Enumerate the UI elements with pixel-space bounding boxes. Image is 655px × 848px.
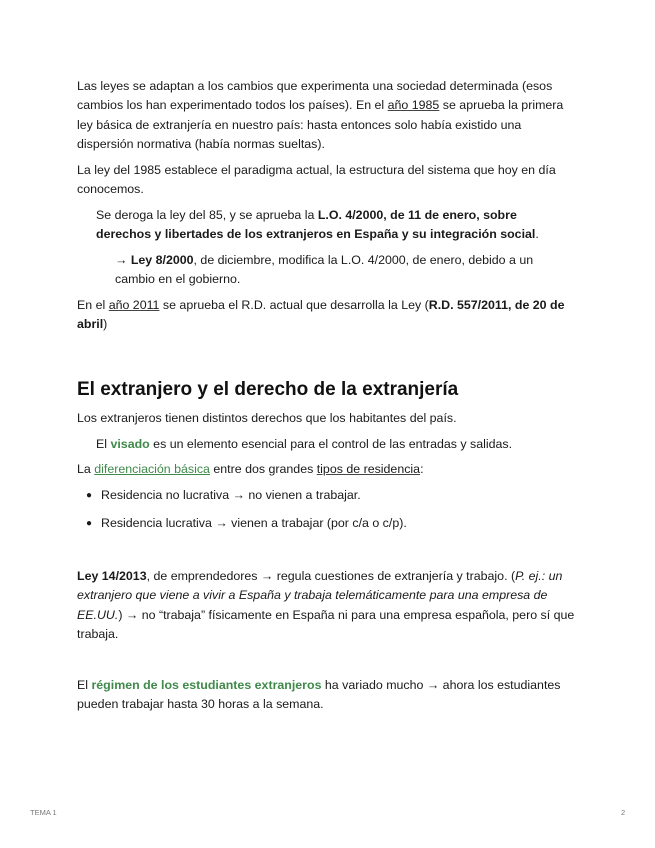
text: ha variado mucho → ahora los estudiantes pueden trabajar hasta 30 horas a la semana. — [77, 678, 561, 712]
section-heading: El extranjero y el derecho de la extranjería — [77, 379, 459, 400]
text: ) → no “trabaja” físicamente en España ni para una empresa española, pero sí que trabaja. — [77, 607, 575, 641]
law-title: R.D. 557/2011, de 20 de abril — [77, 298, 565, 332]
paragraph-estudiantes — [77, 676, 577, 715]
paragraph-intro — [77, 77, 577, 154]
diferenciacion-link: diferenciación básica — [94, 462, 210, 476]
paragraph-paradigm: La ley del 1985 establece el paradigma actual, la estructura del sistema que hoy en día conocemos. — [77, 163, 556, 197]
law-title: L.O. 4/2000, de 11 de enero, sobre derechos y libertades de los extranjeros en España y su integración social — [96, 208, 536, 242]
text: es un elemento esencial para el control de las entradas y salidas. — [149, 437, 513, 451]
text: El — [96, 437, 111, 451]
paragraph-rd-2011 — [77, 296, 577, 335]
bullet-icon: ● — [86, 490, 93, 501]
paragraph-lo-4-2000 — [96, 206, 566, 245]
estudiantes-term: régimen de los estudiantes extranjeros — [91, 678, 322, 692]
bullet-icon: ● — [86, 518, 93, 529]
paragraph-derechos: Los extranjeros tienen distintos derechos que los habitantes del país. — [77, 411, 457, 425]
paragraph-ley-8-2000 — [115, 251, 555, 290]
tipos-residencia-link: tipos de residencia — [316, 462, 421, 476]
text: El — [77, 678, 92, 692]
example-text: P. ej.: un extranjero que viene a vivir a España y trabaja telemáticamente para una empresa de EE.UU. — [77, 569, 563, 622]
text: La — [77, 462, 95, 476]
paragraph-ley-14-2013 — [77, 567, 577, 644]
year-2011-link: año 2011 — [108, 298, 160, 312]
text: , de emprendedores → regula cuestiones de extranjería y trabajo. ( — [146, 569, 516, 583]
law-title: Ley 14/2013 — [77, 569, 147, 583]
list-item: Residencia lucrativa → vienen a trabajar (por c/a o c/p). — [101, 516, 407, 530]
arrow-icon: → — [115, 253, 131, 267]
paragraph-diferenciacion — [77, 460, 577, 479]
text: Se deroga la ley del 85, y se aprueba la — [96, 208, 318, 222]
text: se aprueba la primera ley básica de extranjería en nuestro país: hasta entonces solo había existido una dispersión normativa (había normas sueltas). — [77, 98, 564, 151]
law-title: Ley 8/2000 — [130, 253, 194, 267]
text: En el — [77, 298, 109, 312]
text: entre dos grandes — [209, 462, 317, 476]
paragraph-visado — [96, 435, 566, 454]
year-1985-link: año 1985 — [387, 98, 440, 113]
text: . — [535, 227, 539, 242]
visado-term: visado — [110, 437, 150, 451]
footer-section-label: TEMA 1 — [30, 808, 57, 817]
text: se aprueba el R.D. actual que desarrolla la Ley ( — [159, 298, 429, 312]
text: Las leyes se adaptan a los cambios que experimenta una sociedad determinada (esos cambios los han experimentado todos los países). En el — [77, 79, 553, 113]
text: ) — [103, 317, 108, 332]
text: , de diciembre, modifica la L.O. 4/2000, de enero, debido a un cambio en el gobierno. — [115, 253, 534, 287]
text: : — [420, 462, 424, 476]
list-item: Residencia no lucrativa → no vienen a trabajar. — [101, 488, 361, 502]
page-number: 2 — [621, 808, 626, 817]
